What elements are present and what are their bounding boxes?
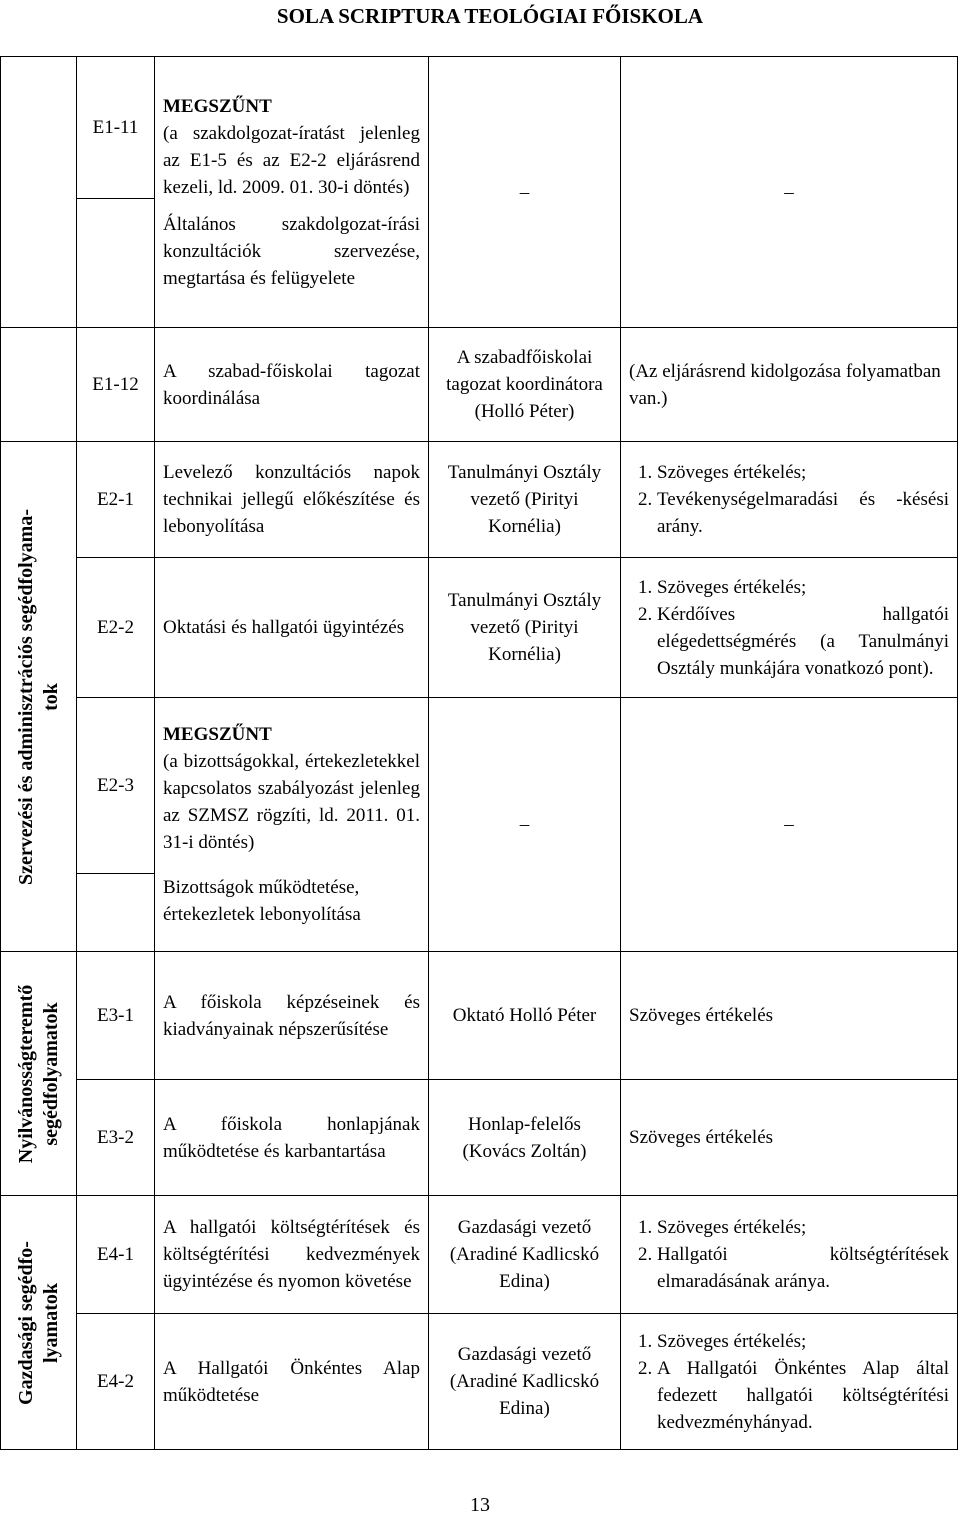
measure-list [629,459,949,540]
category-label-publicity [14,984,64,1163]
responsible-dash: – [519,814,530,835]
process-code: E4-1 [77,1196,155,1314]
list-item: 2. Hallgatói költségtérítések elmaradásának aránya. [657,1241,949,1295]
table-row [1,952,958,1080]
category-label-line: lyamatok [39,1282,62,1363]
activity-text: A Hallgatói Önkéntes Alap működtetése [163,1357,420,1406]
responsible-cell [429,57,621,328]
process-code: E3-2 [77,1080,155,1196]
table-row [1,1196,958,1314]
status-note: (a bizottságokkal, értekezletekkel kapcsolatos szabályozást jelenleg az SZMSZ rögzíti, ld. 2011. 01. 31-i döntés) [163,751,420,853]
responsible-cell: Oktató Holló Péter [429,952,621,1080]
list-item: 2. Kérdőíves hallgatói elégedettségmérés (a Tanulmányi Osztály munkájára vonatkozó pont). [657,601,949,682]
table-row [1,442,958,558]
measure-cell: Szöveges értékelés [621,1080,958,1196]
activity-text: A hallgatói költségtérítések és költségtérítési kedvezmények ügyintézése és nyomon követése [163,1217,420,1292]
activity-text: Bizottságok működtetése, értekezletek lebonyolítása [163,877,361,925]
responsible-cell: Tanulmányi Osztály vezető (Pirityi Kornélia) [429,558,621,698]
category-label-line: Gazdasági segédfo- [14,1240,37,1405]
measure-cell: (Az eljárásrend kidolgozása folyamatban van.) [621,328,958,442]
list-item: 1. Szöveges értékelés; [657,459,949,486]
category-label-line: segédfolyamatok [39,1001,62,1146]
category-label-line: Nyilvánosságteremtő [14,984,37,1163]
activity-cell [155,698,429,952]
responsible-cell: Tanulmányi Osztály vezető (Pirityi Kornélia) [429,442,621,558]
process-code: E3-1 [77,952,155,1080]
category-label-financial [14,1241,64,1405]
process-code: E2-3 [77,698,155,874]
list-item: 1. Szöveges értékelés; [657,574,949,601]
activity-cell [155,952,429,1080]
status-label: MEGSZŰNT [163,95,272,117]
process-code: E2-2 [77,558,155,698]
category-cell-blank [1,328,77,442]
page-number: 13 [470,1494,490,1516]
activity-cell [155,1080,429,1196]
status-label: MEGSZŰNT [163,724,272,745]
table-row [1,558,958,698]
activity-cell [155,1314,429,1450]
category-cell-blank [1,57,77,328]
process-table [0,56,958,1450]
category-label-organizational [14,508,64,884]
status-note: (a szakdolgozat-íratást jelenleg az E1-5 és az E2-2 eljárásrend kezeli, ld. 2009. 01. 30-i döntés) [163,122,420,198]
responsible-cell: A szabadfőiskolai tagozat koordinátora (Holló Péter) [429,328,621,442]
table-row [1,328,958,442]
process-code [77,199,155,328]
list-item: 2. A Hallgatói Önkéntes Alap által fedezett hallgatói költségtérítési kedvezményhányad. [657,1355,949,1436]
table-row [1,57,958,199]
category-label-line: Szervezési és adminisztrációs segédfolyama- [14,508,37,885]
measure-cell [621,1314,958,1450]
responsible-cell: Gazdasági vezető (Aradiné Kadlicskó Edina) [429,1314,621,1450]
activity-cell [155,57,429,328]
measure-dash: – [784,814,794,835]
activity-cell [155,328,429,442]
measure-list [629,1328,949,1436]
responsible-dash: – [519,181,530,203]
process-code: E1-11 [77,57,155,199]
process-code: E2-1 [77,442,155,558]
process-code [77,874,155,952]
measure-cell: Szöveges értékelés [621,952,958,1080]
measure-cell [621,1196,958,1314]
measure-list [629,574,949,682]
measure-cell [621,558,958,698]
activity-cell [155,558,429,698]
list-item: 1. Szöveges értékelés; [657,1328,949,1355]
list-item: 1. Szöveges értékelés; [657,1214,949,1241]
list-item: 2. Tevékenységelmaradási és -késési arány. [657,486,949,540]
table-row [1,698,958,874]
category-label-line: tok [39,682,62,711]
category-cell [1,1196,77,1450]
measure-cell [621,442,958,558]
responsible-cell: Gazdasági vezető (Aradiné Kadlicskó Edina) [429,1196,621,1314]
page-header: SOLA SCRIPTURA TEOLÓGIAI FŐISKOLA [276,4,704,28]
measure-cell [621,57,958,328]
measure-list [629,1214,949,1295]
process-code: E4-2 [77,1314,155,1450]
activity-text: Általános szakdolgozat-írási konzultációk szervezése, megtartása és felügyelete [163,213,420,289]
process-code: E1-12 [77,328,155,442]
activity-text: Levelező konzultációs napok technikai jellegű előkészítése és lebonyolítása [163,462,420,537]
category-cell [1,442,77,952]
activity-cell [155,1196,429,1314]
category-cell [1,952,77,1196]
table-row [1,1080,958,1196]
activity-text: Oktatási és hallgatói ügyintézés [163,617,405,638]
activity-text: A főiskola honlapjának működtetése és karbantartása [163,1113,420,1162]
activity-text: A szabad-főiskolai tagozat koordinálása [163,360,420,409]
responsible-cell: Honlap-felelős (Kovács Zoltán) [429,1080,621,1196]
measure-cell [621,698,958,952]
activity-text: A főiskola képzéseinek és kiadványainak népszerűsítése [163,991,420,1040]
activity-cell [155,442,429,558]
measure-dash: – [784,181,794,203]
table-row [1,1314,958,1450]
responsible-cell [429,698,621,952]
